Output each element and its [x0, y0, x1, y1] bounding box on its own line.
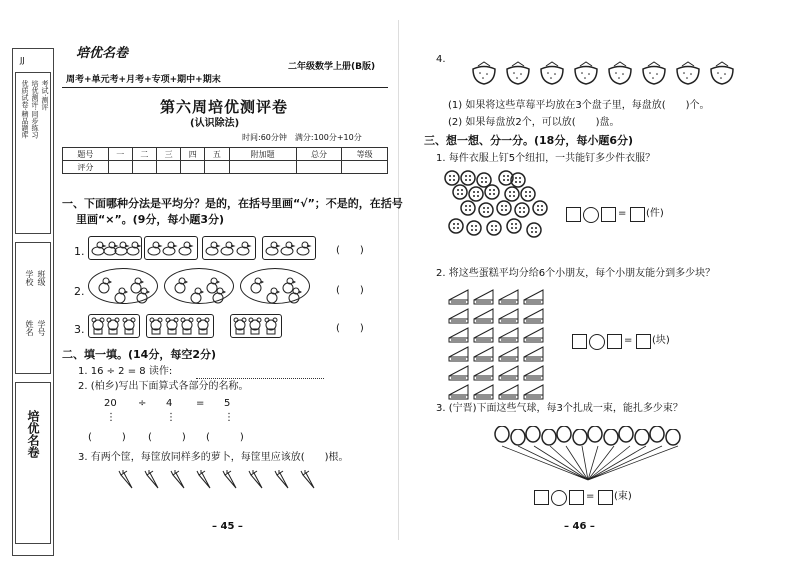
eq-quotient: 5: [224, 398, 231, 409]
section3-q3: 3. (宁晋)下面这些气球，每3个扎成一束，能扎多少束？: [436, 403, 683, 414]
section2-heading: 二、填一填。(14分，每空2分): [62, 348, 217, 361]
score-cell: 二: [132, 148, 156, 161]
cake-slice-icon: [498, 345, 520, 363]
score-table-header-row: [63, 148, 388, 161]
chick-icon: [134, 286, 150, 304]
score-cell: 三: [157, 148, 181, 161]
item1-number: 1.: [74, 245, 85, 258]
strip-fields-box: [15, 242, 51, 374]
carrot-icon: [118, 470, 140, 496]
chick-icon: [264, 286, 280, 304]
page-title: 第六周培优测评卷: [160, 98, 289, 116]
header-rule: [62, 87, 388, 88]
duck-icon: [147, 238, 163, 256]
operator-circle[interactable]: [583, 207, 599, 223]
duck-icon: [296, 238, 312, 256]
cake-slice-icon: [523, 288, 545, 306]
unit-label: (件): [646, 208, 664, 219]
answer-box[interactable]: [534, 490, 549, 505]
button-icon: [460, 200, 476, 216]
button-icon: [452, 184, 468, 200]
page-subtitle: (认识除法): [190, 118, 240, 129]
strawberry-icon: [640, 60, 668, 88]
cake-slice-icon: [448, 345, 470, 363]
cake-slice-icon: [448, 364, 470, 382]
score-cell[interactable]: [342, 161, 388, 174]
cake-slice-icon: [473, 345, 495, 363]
button-icon: [526, 222, 542, 238]
cake-slice-icon: [448, 383, 470, 401]
duck-icon: [220, 238, 236, 256]
bear-icon: [164, 316, 180, 335]
button-icon: [506, 218, 522, 234]
answer-box[interactable]: [598, 490, 613, 505]
strip-field-number: 学号: [37, 320, 46, 336]
carrot-icon: [222, 470, 244, 496]
duck-icon: [236, 238, 252, 256]
cake-slice-icon: [473, 364, 495, 382]
section1-heading-line2: 里画“×”。(9分，每小题3分): [76, 213, 225, 226]
strip-text-3: 考试·测评: [41, 80, 49, 111]
carrot-icon: [144, 470, 166, 496]
duck-icon: [178, 238, 194, 256]
exam-types: 周考+单元考+月考+专项+期中+期末: [66, 75, 221, 85]
answer-box[interactable]: [572, 334, 587, 349]
cake-slice-icon: [448, 307, 470, 325]
answer-box[interactable]: [630, 207, 645, 222]
section2-q2: 2. (柏乡)写出下面算式各部分的名称。: [78, 381, 249, 392]
score-cell[interactable]: [229, 161, 296, 174]
bear-icon: [121, 316, 137, 335]
bear-icon: [90, 316, 106, 335]
duck-icon: [280, 238, 296, 256]
carrot-icon: [248, 470, 270, 496]
chick-icon: [210, 286, 226, 304]
bear-icon: [247, 316, 263, 335]
score-cell: 题号: [63, 148, 109, 161]
strawberry-icon: [674, 60, 702, 88]
balloon-strings: [494, 444, 684, 484]
bear-icon: [263, 316, 279, 335]
item3-answer[interactable]: ( ): [336, 323, 364, 334]
q4-part2: (2) 如果每盘放2个，可以放( )盘。: [448, 117, 620, 128]
eq-blank-1[interactable]: ( ): [88, 432, 126, 443]
chick-icon: [172, 276, 188, 294]
cake-slice-icon: [473, 383, 495, 401]
eq-dots-2: ⋮: [166, 412, 176, 423]
duck-icon: [265, 238, 281, 256]
chick-icon: [112, 286, 128, 304]
chick-icon: [96, 276, 112, 294]
score-cell: 四: [181, 148, 205, 161]
eq-dots-3: ⋮: [224, 412, 234, 423]
carrot-icon: [274, 470, 296, 496]
cake-slice-icon: [473, 288, 495, 306]
score-table-score-row: [63, 161, 388, 174]
balloon-icon: [587, 426, 603, 444]
score-cell: 等级: [342, 148, 388, 161]
strip-text-1: 优质试卷·精品题库: [21, 80, 29, 139]
strip-field-school: 学校: [25, 270, 34, 286]
section3-q1: 1. 每件衣服上钉5个纽扣，一共能钉多少件衣服？: [436, 153, 656, 164]
eq-blank-2[interactable]: ( ): [148, 432, 186, 443]
chick-icon: [248, 276, 264, 294]
bear-icon: [148, 316, 164, 335]
eq-blank-3[interactable]: ( ): [206, 432, 244, 443]
button-icon: [448, 218, 464, 234]
carrot-icon: [170, 470, 192, 496]
chick-icon: [286, 286, 302, 304]
button-icon: [484, 184, 500, 200]
duck-icon: [126, 238, 142, 256]
strip-field-class: 班级: [37, 270, 46, 286]
score-cell[interactable]: [296, 161, 342, 174]
strip-code: JJ: [20, 56, 25, 65]
score-cell[interactable]: [132, 161, 156, 174]
section2-q1: 1. 16 ÷ 2 = 8 读作:: [78, 366, 173, 377]
answer-box[interactable]: [601, 207, 616, 222]
score-cell[interactable]: [205, 161, 229, 174]
carrot-icon: [196, 470, 218, 496]
item2-number: 2.: [74, 285, 85, 298]
strawberry-icon: [572, 60, 600, 88]
score-cell: 一: [108, 148, 132, 161]
q4-part1: (1) 如果将这些草莓平均放在3个盘子里，每盘放( )个。: [448, 100, 710, 111]
bear-icon: [179, 316, 195, 335]
balloon-icon: [649, 426, 665, 444]
answer-box[interactable]: [569, 490, 584, 505]
cake-slice-icon: [448, 326, 470, 344]
strip-field-name: 姓名: [25, 320, 34, 336]
strawberry-icon: [504, 60, 532, 88]
operator-circle[interactable]: [589, 334, 605, 350]
eq-dividend: 20: [104, 398, 117, 409]
cake-slice-icon: [498, 383, 520, 401]
operator-circle[interactable]: [551, 490, 567, 506]
time-score: 时间:60分钟 满分:100分+10分: [242, 133, 362, 142]
strawberry-icon: [708, 60, 736, 88]
carrot-icon: [300, 470, 322, 496]
item3-number: 3.: [74, 323, 85, 336]
button-icon: [478, 202, 494, 218]
score-cell[interactable]: [157, 161, 181, 174]
balloon-icon: [556, 426, 572, 444]
section2-q3: 3. 有两个筐，每筐放同样多的萝卜，每筐里应该放( )根。: [78, 452, 349, 463]
strawberry-icon: [606, 60, 634, 88]
score-cell: 评分: [63, 161, 109, 174]
cake-slice-icon: [498, 307, 520, 325]
bear-icon: [105, 316, 121, 335]
strawberry-icon: [470, 60, 498, 88]
cake-slice-icon: [498, 288, 520, 306]
balloon-icon: [525, 426, 541, 444]
strip-text-2: 培优测评·同步练习: [31, 80, 39, 139]
eq-equals: =: [196, 398, 205, 409]
answer-box[interactable]: [566, 207, 581, 222]
duck-icon: [205, 238, 221, 256]
section3-q2: 2. 将这些蛋糕平均分给6个小朋友，每个小朋友能分到多少块？: [436, 268, 716, 279]
q1-answer-line[interactable]: [196, 378, 324, 379]
answer-box[interactable]: [636, 334, 651, 349]
logo: 培优名卷: [76, 46, 129, 61]
cake-slice-icon: [523, 326, 545, 344]
cake-slice-icon: [523, 307, 545, 325]
grade-label: 二年级数学上册(B版): [288, 62, 376, 72]
equals-sign: =: [624, 335, 633, 346]
cake-slice-icon: [523, 383, 545, 401]
unit-label: (块): [652, 335, 670, 346]
section1-heading-line1: 一、下面哪种分法是平均分？是的，在括号里画“√”；不是的，在括号: [62, 197, 403, 210]
item1-answer[interactable]: ( ): [336, 245, 364, 256]
duck-icon: [162, 238, 178, 256]
score-cell[interactable]: [108, 161, 132, 174]
strip-logo-box: [15, 382, 51, 544]
eq-divisor: 4: [166, 398, 173, 409]
section3-heading: 三、想一想、分一分。(18分，每小题6分): [424, 134, 634, 147]
item2-answer[interactable]: ( ): [336, 285, 364, 296]
cake-slice-icon: [523, 364, 545, 382]
cake-slice-icon: [523, 345, 545, 363]
chick-icon: [188, 286, 204, 304]
cake-slice-icon: [473, 326, 495, 344]
button-icon: [466, 220, 482, 236]
score-cell: 五: [205, 148, 229, 161]
cake-slice-icon: [498, 326, 520, 344]
score-cell: 总分: [296, 148, 342, 161]
bear-icon: [195, 316, 211, 335]
balloon-icon: [618, 426, 634, 444]
bear-icon: [232, 316, 248, 335]
button-icon: [486, 220, 502, 236]
button-icon: [514, 202, 530, 218]
answer-box[interactable]: [607, 334, 622, 349]
strawberry-icon: [538, 60, 566, 88]
cake-slice-icon: [473, 307, 495, 325]
page-number-left: – 45 –: [212, 521, 243, 532]
page-fold: [398, 20, 399, 540]
button-icon: [496, 200, 512, 216]
eq-divide-sign: ÷: [138, 398, 147, 409]
cake-slice-icon: [498, 364, 520, 382]
equals-sign: =: [586, 491, 595, 502]
score-table: [62, 147, 388, 174]
balloon-icon: [494, 426, 510, 444]
score-cell[interactable]: [181, 161, 205, 174]
q4-number: 4.: [436, 54, 446, 65]
button-icon: [532, 200, 548, 216]
eq-dots-1: ⋮: [106, 412, 116, 423]
strip-logo: 培优名卷: [26, 410, 40, 458]
score-cell: 附加题: [229, 148, 296, 161]
cake-slice-icon: [448, 288, 470, 306]
equals-sign: =: [618, 208, 627, 219]
page-number-right: – 46 –: [564, 521, 595, 532]
unit-label: (束): [614, 491, 632, 502]
